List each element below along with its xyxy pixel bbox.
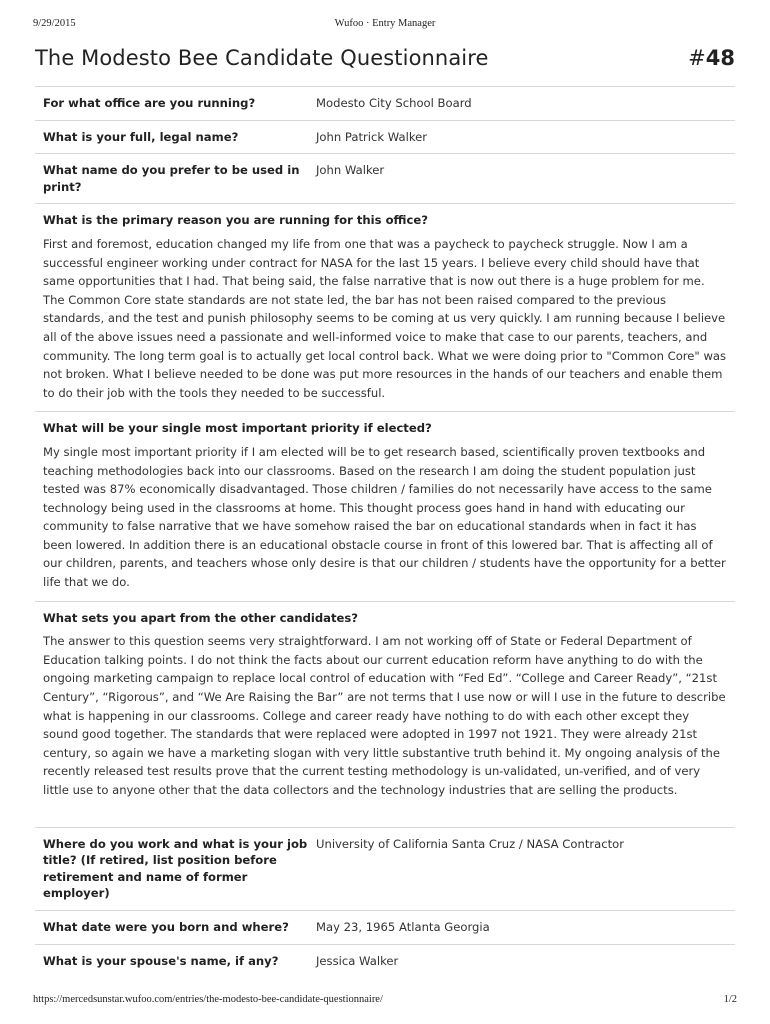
field-question: What date were you born and where?	[43, 919, 289, 934]
field-answer: First and foremost, education changed my life from one that was a paycheck to paycheck struggle. Now I am a successful engineer working under contract for NASA for the last 15 years. I believe every child should have that same opportunities that I had. That being said, the false narrative that is now out there is a huge problem for me. The Common Core state standards are not state led, the bar has not been raised compared to the previous standards, and the test and punish philosophy seems to be coming at us very quickly. I am running because I believe all of the above issues need a passionate and well-informed voice to make that case to our parents, teachers, and community. The long term goal is to actually get local control back. What we were doing prior to "Common Core" was not broken. What I believe needed to be done was put more resources in the hands of our teachers and enable them to do their job with the tools they needed to be successful.	[43, 236, 727, 400]
field-answer: The answer to this question seems very straightforward. I am not working off of State or Federal Department of Education talking points. I do not think the facts about our current education reform have anything to do with the ongoing marketing campaign to replace local control of education with “Fed Ed”. “College and Career Ready”, “21st Century”, “Rigorous”, and “We Are Raising the Bar” are not terms that I use now or will I use in the future to describe what is happening in our classrooms. College and career ready have nothing to do with each other except they sound good together. The standards that were replaced were adopted in 1997 not 1921. They were already 21st century, so again we have a marketing slogan with very little substantive truth behind it. My ongoing analysis of the recently released test results prove that the current testing methodology is un-validated, un-verified, and of very little use to anyone other that the data collectors and the technology industries that are selling the products.	[43, 634, 726, 797]
field-spouse	[35, 944, 735, 978]
field-question: Where do you work and what is your job title? (If retired, list position before retirement and name of former employer)	[43, 836, 308, 901]
field-answer: University of California Santa Cruz / NASA Contractor	[316, 836, 625, 851]
field-question: What is your spouse's name, if any?	[43, 953, 279, 968]
print-header-title: Wufoo · Entry Manager	[334, 18, 436, 29]
title-row	[35, 46, 735, 76]
field-question: For what office are you running?	[43, 96, 256, 110]
page-number: 1/2	[723, 994, 737, 1005]
field-answer: May 23, 1965 Atlanta Georgia	[316, 919, 490, 934]
print-url: https://mercedsunstar.wufoo.com/entries/the-modesto-bee-candidate-questionnaire/	[33, 994, 383, 1005]
field-answer: Modesto City School Board	[316, 96, 472, 110]
page-title: The Modesto Bee Candidate Questionnaire	[35, 46, 489, 70]
field-question: What is your full, legal name?	[43, 129, 239, 144]
field-answer: John Walker	[316, 163, 385, 178]
field-answer: Jessica Walker	[316, 953, 399, 968]
field-print-name	[35, 153, 735, 203]
print-date: 9/29/2015	[33, 18, 76, 29]
entry-number	[688, 46, 735, 70]
field-full-name	[35, 120, 735, 154]
field-question: What name do you prefer to be used in print?	[43, 163, 300, 194]
field-question: What sets you apart from the other candidates?	[43, 610, 359, 625]
entry-fields	[35, 86, 735, 977]
field-question: What will be your single most important priority if elected?	[43, 421, 432, 436]
field-question: What is the primary reason you are running for this office?	[43, 213, 428, 228]
field-primary-reason	[35, 203, 735, 411]
entry-number-hash: #	[688, 46, 706, 70]
field-answer: My single most important priority if I am elected will be to get research based, scientifically proven textbooks and teaching methodologies back into our classrooms. Based on the research I am doing the student population just tested was 87% economically disadvantaged. Those children / families do not necessarily have access to the same technology being used in the classrooms at home. This thought process goes hand in hand with educating our community to false narrative that we have somehow raised the bar on educational standards when in fact it has been lowered. In addition there is an educational obstacle course in front of this lowered bar. That is affecting all of our children, parents, and teachers whose only desire is that our children / students have the opportunity for a better life that we do.	[43, 444, 726, 590]
entry-number-value: 48	[705, 46, 735, 70]
print-header	[33, 18, 737, 32]
answer-spacer	[35, 809, 735, 827]
field-job	[35, 827, 735, 910]
field-sets-apart	[35, 601, 735, 827]
field-office	[35, 86, 735, 120]
field-priority	[35, 411, 735, 600]
print-footer	[33, 994, 737, 1008]
field-born	[35, 910, 735, 944]
field-answer: John Patrick Walker	[316, 129, 428, 144]
